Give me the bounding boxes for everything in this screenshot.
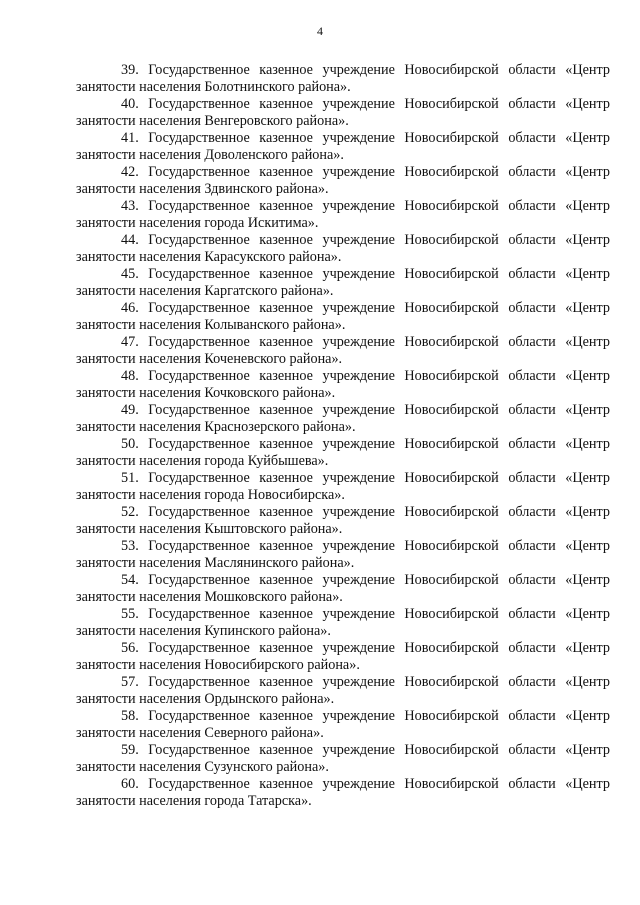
list-item-first-line: 40. Государственное казенное учреждение Новосибирской области «Центр <box>121 96 610 112</box>
list-item-second-line: занятости населения Карасукского района». <box>76 249 342 265</box>
list-item-second-line: занятости населения города Искитима». <box>76 215 319 231</box>
list-item-first-line: 57. Государственное казенное учреждение Новосибирской области «Центр <box>121 674 610 690</box>
list-item-second-line: занятости населения Болотнинского района». <box>76 79 351 95</box>
list-item <box>76 164 610 198</box>
list-item-second-line: занятости населения Купинского района». <box>76 623 331 639</box>
list-item-first-line: 41. Государственное казенное учреждение Новосибирской области «Центр <box>121 130 610 146</box>
list-item-first-line: 52. Государственное казенное учреждение Новосибирской области «Центр <box>121 504 610 520</box>
page-number: 4 <box>317 24 323 38</box>
list-item-first-line: 55. Государственное казенное учреждение Новосибирской области «Центр <box>121 606 610 622</box>
list-item <box>76 742 610 776</box>
list-item <box>76 674 610 708</box>
list-item-first-line: 48. Государственное казенное учреждение Новосибирской области «Центр <box>121 368 610 384</box>
list-item-first-line: 42. Государственное казенное учреждение Новосибирской области «Центр <box>121 164 610 180</box>
list-item-second-line: занятости населения Маслянинского района». <box>76 555 355 571</box>
list-item-first-line: 39. Государственное казенное учреждение Новосибирской области «Центр <box>121 62 610 78</box>
list-item-first-line: 54. Государственное казенное учреждение Новосибирской области «Центр <box>121 572 610 588</box>
list-item-second-line: занятости населения города Куйбышева». <box>76 453 329 469</box>
list-item-first-line: 58. Государственное казенное учреждение Новосибирской области «Центр <box>121 708 610 724</box>
list-item-second-line: занятости населения города Новосибирска». <box>76 487 345 503</box>
list-item-first-line: 44. Государственное казенное учреждение Новосибирской области «Центр <box>121 232 610 248</box>
list-item-first-line: 47. Государственное казенное учреждение Новосибирской области «Центр <box>121 334 610 350</box>
list-item <box>76 606 610 640</box>
list-item-second-line: занятости населения Кыштовского района». <box>76 521 343 537</box>
list-item <box>76 504 610 538</box>
list-item-first-line: 53. Государственное казенное учреждение Новосибирской области «Центр <box>121 538 610 554</box>
list-item-second-line: занятости населения Венгеровского района». <box>76 113 349 129</box>
list-item-first-line: 51. Государственное казенное учреждение Новосибирской области «Центр <box>121 470 610 486</box>
list-item <box>76 640 610 674</box>
list-item-second-line: занятости населения Мошковского района». <box>76 589 343 605</box>
list-item <box>76 368 610 402</box>
list-item <box>76 96 610 130</box>
list-item <box>76 470 610 504</box>
list-item-first-line: 46. Государственное казенное учреждение Новосибирской области «Центр <box>121 300 610 316</box>
list-item-second-line: занятости населения Здвинского района». <box>76 181 329 197</box>
list-item <box>76 266 610 300</box>
list-item-first-line: 60. Государственное казенное учреждение Новосибирской области «Центр <box>121 776 610 792</box>
list-item <box>76 776 610 810</box>
list-item <box>76 538 610 572</box>
list-item-second-line: занятости населения Коченевского района». <box>76 351 343 367</box>
list-item <box>76 198 610 232</box>
list-item-second-line: занятости населения города Татарска». <box>76 793 312 809</box>
list-item-first-line: 43. Государственное казенное учреждение Новосибирской области «Центр <box>121 198 610 214</box>
list-item <box>76 232 610 266</box>
list-item-second-line: занятости населения Новосибирского района». <box>76 657 360 673</box>
list-item-second-line: занятости населения Колыванского района». <box>76 317 346 333</box>
list-item <box>76 708 610 742</box>
list-item <box>76 572 610 606</box>
list-item <box>76 334 610 368</box>
list-item-first-line: 50. Государственное казенное учреждение Новосибирской области «Центр <box>121 436 610 452</box>
list-item-second-line: занятости населения Северного района». <box>76 725 324 741</box>
list-item-second-line: занятости населения Каргатского района». <box>76 283 334 299</box>
list-item-second-line: занятости населения Ордынского района». <box>76 691 335 707</box>
list-item <box>76 402 610 436</box>
list-item-first-line: 59. Государственное казенное учреждение Новосибирской области «Центр <box>121 742 610 758</box>
list-item-second-line: занятости населения Краснозерского района». <box>76 419 356 435</box>
list-item <box>76 130 610 164</box>
institution-list <box>76 62 610 810</box>
list-item <box>76 300 610 334</box>
list-item <box>76 62 610 96</box>
list-item-first-line: 45. Государственное казенное учреждение Новосибирской области «Центр <box>121 266 610 282</box>
list-item-second-line: занятости населения Доволенского района». <box>76 147 344 163</box>
list-item <box>76 436 610 470</box>
list-item-first-line: 49. Государственное казенное учреждение Новосибирской области «Центр <box>121 402 610 418</box>
list-item-second-line: занятости населения Кочковского района». <box>76 385 336 401</box>
list-item-first-line: 56. Государственное казенное учреждение Новосибирской области «Центр <box>121 640 610 656</box>
list-item-second-line: занятости населения Сузунского района». <box>76 759 329 775</box>
